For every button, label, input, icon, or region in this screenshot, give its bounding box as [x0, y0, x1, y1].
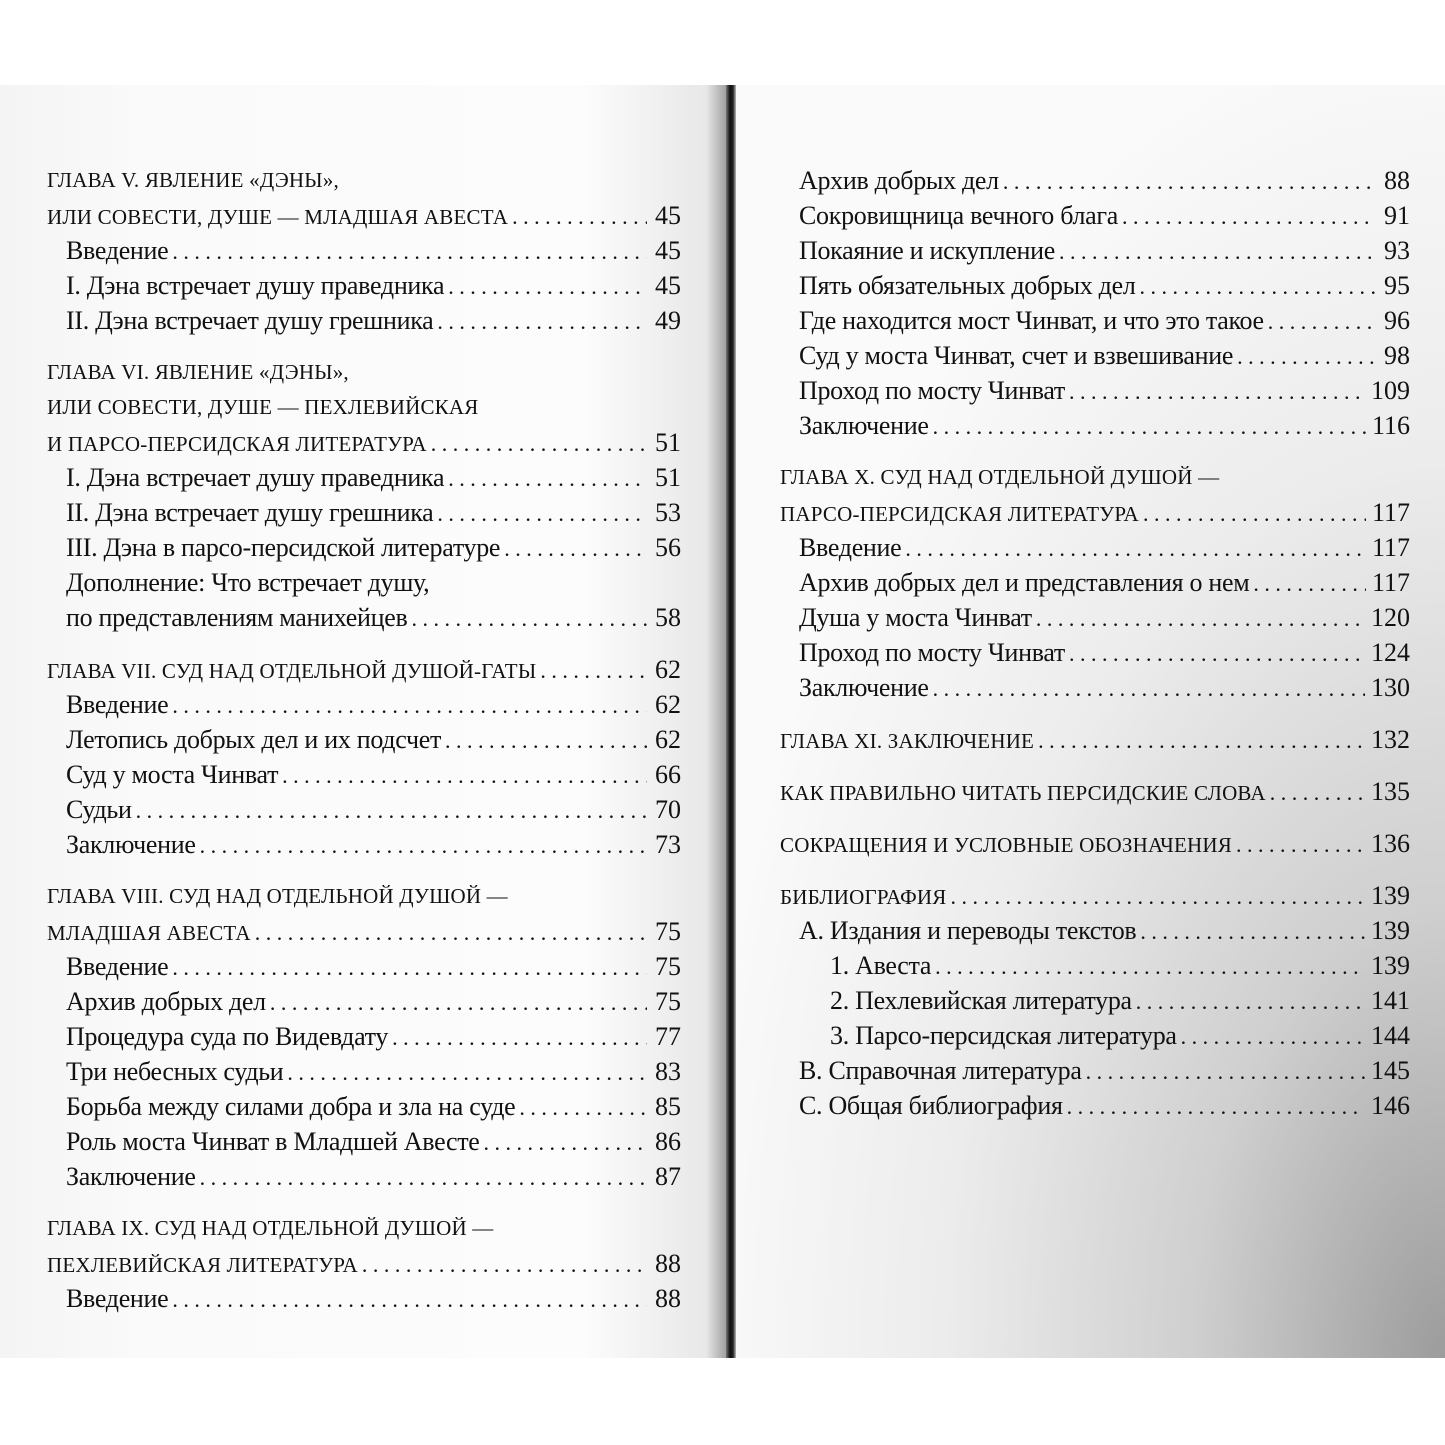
- dot-leader: [1143, 496, 1366, 531]
- toc-item: [780, 565, 1410, 600]
- toc-entry-title: Архив добрых дел и представления о нем: [799, 568, 1250, 597]
- toc-item: [47, 268, 681, 303]
- dot-leader: [172, 234, 647, 269]
- toc-item: [47, 530, 681, 565]
- toc-entry-title: ИЛИ СОВЕСТИ, ДУШЕ — МЛАДШАЯ АВЕСТА: [47, 205, 509, 229]
- toc-heading: [47, 1211, 681, 1246]
- toc-entry-title: ГЛАВА V. ЯВЛЕНИЕ «ДЭНЫ»,: [47, 168, 339, 192]
- toc-page-number: 70: [655, 795, 681, 824]
- toc-entry-title: ГЛАВА VI. ЯВЛЕНИЕ «ДЭНЫ»,: [47, 360, 349, 384]
- toc-item: [780, 600, 1410, 635]
- toc-item: [47, 757, 681, 792]
- toc-entry-title: I. Дэна встречает душу праведника: [66, 271, 445, 300]
- toc-entry-title: Суд у моста Чинват, счет и взвешивание: [799, 341, 1234, 370]
- toc-page-number: 117: [1371, 568, 1410, 597]
- toc-heading: [780, 878, 1410, 913]
- toc-item: [780, 408, 1410, 443]
- dot-leader: [512, 199, 647, 234]
- toc-heading: [47, 198, 681, 233]
- dot-leader: [1136, 984, 1365, 1019]
- toc-section: [47, 355, 681, 635]
- toc-section: [780, 460, 1410, 705]
- toc-entry-title: C. Общая библиография: [799, 1091, 1063, 1120]
- toc-page-number: 139: [1371, 951, 1410, 980]
- toc-item: [47, 1281, 681, 1316]
- toc-page-number: 124: [1371, 638, 1410, 667]
- toc-entry-title: 2. Пехлевийская литература: [830, 986, 1132, 1015]
- book-spine: [726, 85, 736, 1358]
- toc-entry-title: ГЛАВА X. СУД НАД ОТДЕЛЬНОЙ ДУШОЙ —: [780, 465, 1220, 489]
- toc-entry-title: ГЛАВА XI. ЗАКЛЮЧЕНИЕ: [780, 729, 1035, 753]
- dot-leader: [448, 269, 647, 304]
- dot-leader: [1140, 269, 1376, 304]
- toc-entry-title: Покаяние и искупление: [799, 236, 1056, 265]
- toc-page-number: 73: [655, 830, 681, 859]
- toc-item: [47, 600, 681, 635]
- dot-leader: [950, 879, 1365, 914]
- toc-page-number: 88: [1384, 166, 1410, 195]
- toc-item: [47, 984, 681, 1019]
- toc-entry-title: A. Издания и переводы текстов: [799, 916, 1137, 945]
- dot-leader: [136, 793, 647, 828]
- toc-subitem: [780, 983, 1410, 1018]
- dot-leader: [172, 950, 647, 985]
- toc-item: [47, 1054, 681, 1089]
- toc-section: [780, 774, 1410, 809]
- toc-entry-title: Введение: [66, 690, 169, 719]
- toc-item: [780, 373, 1410, 408]
- toc-item: [780, 913, 1410, 948]
- toc-entry-title: II. Дэна встречает душу грешника: [66, 498, 434, 527]
- toc-entry-title: Душа у моста Чинват: [799, 603, 1032, 632]
- dot-leader: [172, 688, 647, 723]
- toc-page-number: 91: [1384, 201, 1410, 230]
- toc-page-number: 132: [1371, 725, 1410, 754]
- toc-page-number: 88: [655, 1284, 681, 1313]
- toc-item: [47, 495, 681, 530]
- toc-page-number: 62: [655, 690, 681, 719]
- dot-leader: [1067, 1089, 1365, 1124]
- toc-item: [47, 233, 681, 268]
- toc-entry-title: Дополнение: Что встречает душу,: [66, 568, 430, 597]
- toc-entry-title: Заключение: [66, 1162, 196, 1191]
- toc-item: [47, 1089, 681, 1124]
- toc-entry-title: Архив добрых дел: [799, 166, 999, 195]
- toc-heading: [780, 826, 1410, 861]
- toc-section: [780, 722, 1410, 757]
- toc-entry-title: Судьи: [66, 795, 132, 824]
- toc-entry-title: БИБЛИОГРАФИЯ: [780, 885, 947, 909]
- toc-page-number: 93: [1384, 236, 1410, 265]
- toc-entry-title: Борьба между силами добра и зла на суде: [66, 1092, 516, 1121]
- toc-item: [780, 303, 1410, 338]
- toc-entry-title: Суд у моста Чинват: [66, 760, 279, 789]
- toc-heading: [47, 355, 681, 390]
- toc-item: [47, 949, 681, 984]
- toc-entry-title: КАК ПРАВИЛЬНО ЧИТАТЬ ПЕРСИДСКИЕ СЛОВА: [780, 781, 1266, 805]
- toc-page-number: 130: [1371, 673, 1410, 702]
- toc-item: [47, 687, 681, 722]
- toc-entry-title: 3. Парсо-персидская литература: [830, 1021, 1177, 1050]
- toc-page-number: 139: [1371, 881, 1410, 910]
- dot-leader: [392, 1020, 647, 1055]
- toc-entry-title: Заключение: [799, 411, 929, 440]
- dot-leader: [270, 985, 647, 1020]
- toc-entry-title: Процедура суда по Видевдату: [66, 1022, 389, 1051]
- toc-entry-title: Введение: [66, 236, 169, 265]
- dot-leader: [1086, 1054, 1365, 1089]
- toc-entry-title: МЛАДШАЯ АВЕСТА: [47, 921, 251, 945]
- toc-entry-title: И ПАРСО-ПЕРСИДСКАЯ ЛИТЕРАТУРА: [47, 432, 427, 456]
- toc-heading: [780, 495, 1410, 530]
- dot-leader: [255, 915, 647, 950]
- toc-page-number: 136: [1371, 829, 1410, 858]
- toc-page-number: 145: [1371, 1056, 1410, 1085]
- toc-entry-title: Где находится мост Чинват, и что это такое: [799, 306, 1264, 335]
- dot-leader: [411, 601, 647, 636]
- toc-item: [47, 827, 681, 862]
- toc-item: [47, 1124, 681, 1159]
- toc-page-number: 146: [1371, 1091, 1410, 1120]
- toc-page-number: 85: [655, 1092, 681, 1121]
- toc-page-number: 98: [1384, 341, 1410, 370]
- dot-leader: [1236, 827, 1365, 862]
- toc-page-number: 75: [655, 917, 681, 946]
- toc-entry-title: Архив добрых дел: [66, 987, 266, 1016]
- dot-leader: [540, 653, 647, 688]
- toc-page-number: 75: [655, 952, 681, 981]
- toc-page-number: 77: [655, 1022, 681, 1051]
- toc-item: [47, 565, 681, 600]
- toc-item: [47, 792, 681, 827]
- toc-entry-title: СОКРАЩЕНИЯ И УСЛОВНЫЕ ОБОЗНАЧЕНИЯ: [780, 833, 1232, 857]
- toc-heading: [47, 879, 681, 914]
- toc-page-number: 45: [655, 236, 681, 265]
- toc-page-number: 49: [655, 306, 681, 335]
- dot-leader: [1253, 566, 1366, 601]
- toc-entry-title: Введение: [66, 952, 169, 981]
- toc-heading: [780, 460, 1410, 495]
- toc-page-number: 62: [655, 725, 681, 754]
- dot-leader: [362, 1247, 647, 1282]
- toc-page-number: 45: [655, 201, 681, 230]
- dot-leader: [1003, 164, 1376, 199]
- toc-entry-title: ПАРСО-ПЕРСИДСКАЯ ЛИТЕРАТУРА: [780, 502, 1139, 526]
- dot-leader: [1038, 723, 1365, 758]
- toc-heading: [47, 1246, 681, 1281]
- dot-leader: [1069, 636, 1365, 671]
- toc-page-number: 51: [655, 428, 681, 457]
- toc-page-number: 109: [1371, 376, 1410, 405]
- toc-heading: [47, 390, 681, 425]
- toc-page-number: 144: [1371, 1021, 1410, 1050]
- toc-page-number: 53: [655, 498, 681, 527]
- dot-leader: [1237, 339, 1376, 374]
- toc-entry-title: 1. Авеста: [830, 951, 932, 980]
- toc-page-number: 95: [1384, 271, 1410, 300]
- dot-leader: [484, 1125, 648, 1160]
- dot-leader: [1268, 304, 1376, 339]
- toc-subitem: [780, 1018, 1410, 1053]
- right-page: [736, 85, 1445, 1358]
- toc-entry-title: Сокровищница вечного блага: [799, 201, 1118, 230]
- toc-page-number: 62: [655, 655, 681, 684]
- toc-page-number: 116: [1371, 411, 1410, 440]
- toc-entry-title: B. Справочная литература: [799, 1056, 1082, 1085]
- toc-item: [780, 530, 1410, 565]
- toc-item: [780, 163, 1410, 198]
- dot-leader: [282, 758, 647, 793]
- toc-entry-title: ГЛАВА VIII. СУД НАД ОТДЕЛЬНОЙ ДУШОЙ —: [47, 884, 508, 908]
- dot-leader: [172, 1282, 647, 1317]
- dot-leader: [1059, 234, 1376, 269]
- toc-item: [780, 1053, 1410, 1088]
- toc-entry-title: ГЛАВА VII. СУД НАД ОТДЕЛЬНОЙ ДУШОЙ-ГАТЫ: [47, 659, 537, 683]
- dot-leader: [1069, 374, 1365, 409]
- dot-leader: [933, 671, 1365, 706]
- toc-page-number: 96: [1384, 306, 1410, 335]
- dot-leader: [287, 1055, 647, 1090]
- dot-leader: [200, 1160, 647, 1195]
- toc-entry-title: Летопись добрых дел и их подсчет: [66, 725, 442, 754]
- toc-page-number: 45: [655, 271, 681, 300]
- toc-page-number: 88: [655, 1249, 681, 1278]
- toc-page-number: 75: [655, 987, 681, 1016]
- toc-heading: [47, 163, 681, 198]
- toc-item: [47, 303, 681, 338]
- toc-entry-title: III. Дэна в парсо-персидской литературе: [66, 533, 501, 562]
- toc-section: [780, 163, 1410, 443]
- toc-entry-title: Проход по мосту Чинват: [799, 638, 1065, 667]
- toc-section: [47, 879, 681, 1194]
- toc-item: [47, 1019, 681, 1054]
- toc-page-number: 139: [1371, 916, 1410, 945]
- dot-leader: [935, 949, 1365, 984]
- toc-entry-title: Три небесных судьи: [66, 1057, 284, 1086]
- toc-item: [47, 460, 681, 495]
- toc-section: [47, 652, 681, 862]
- toc-entry-title: Пять обязательных добрых дел: [799, 271, 1136, 300]
- toc-entry-title: Заключение: [799, 673, 929, 702]
- dot-leader: [445, 723, 647, 758]
- toc-heading: [780, 722, 1410, 757]
- dot-leader: [1140, 914, 1365, 949]
- toc-entry-title: I. Дэна встречает душу праведника: [66, 463, 445, 492]
- left-page: [0, 85, 728, 1358]
- toc-page-number: 66: [655, 760, 681, 789]
- dot-leader: [933, 409, 1366, 444]
- toc-section: [47, 163, 681, 338]
- toc-item: [47, 722, 681, 757]
- toc-page-number: 120: [1371, 603, 1410, 632]
- toc-section: [780, 826, 1410, 861]
- toc-page-number: 117: [1371, 498, 1410, 527]
- toc-page-number: 117: [1371, 533, 1410, 562]
- toc-item: [780, 198, 1410, 233]
- dot-leader: [1181, 1019, 1365, 1054]
- toc-section: [780, 878, 1410, 1123]
- toc-subitem: [780, 948, 1410, 983]
- dot-leader: [448, 461, 647, 496]
- toc-entry-title: по представлениям манихейцев: [66, 603, 408, 632]
- dot-leader: [905, 531, 1366, 566]
- toc-entry-title: Введение: [799, 533, 902, 562]
- toc-item: [47, 1159, 681, 1194]
- toc-item: [780, 635, 1410, 670]
- dot-leader: [437, 304, 647, 339]
- toc-entry-title: Проход по мосту Чинват: [799, 376, 1065, 405]
- toc-page-number: 83: [655, 1057, 681, 1086]
- toc-entry-title: Заключение: [66, 830, 196, 859]
- toc-entry-title: Введение: [66, 1284, 169, 1313]
- dot-leader: [437, 496, 647, 531]
- toc-entry-title: ИЛИ СОВЕСТИ, ДУШЕ — ПЕХЛЕВИЙСКАЯ: [47, 395, 479, 419]
- toc-entry-title: Роль моста Чинват в Младшей Авесте: [66, 1127, 480, 1156]
- dot-leader: [200, 828, 647, 863]
- toc-item: [780, 1088, 1410, 1123]
- toc-page-number: 56: [655, 533, 681, 562]
- toc-entry-title: II. Дэна встречает душу грешника: [66, 306, 434, 335]
- toc-heading: [780, 774, 1410, 809]
- toc-entry-title: ПЕХЛЕВИЙСКАЯ ЛИТЕРАТУРА: [47, 1253, 358, 1277]
- toc-entry-title: ГЛАВА IX. СУД НАД ОТДЕЛЬНОЙ ДУШОЙ —: [47, 1216, 494, 1240]
- dot-leader: [431, 426, 647, 461]
- toc-page-number: 58: [655, 603, 681, 632]
- toc-item: [780, 338, 1410, 373]
- dot-leader: [1270, 775, 1365, 810]
- toc-heading: [47, 425, 681, 460]
- dot-leader: [1122, 199, 1376, 234]
- toc-page-number: 86: [655, 1127, 681, 1156]
- toc-section: [47, 1211, 681, 1316]
- toc-item: [780, 268, 1410, 303]
- toc-page-number: 87: [655, 1162, 681, 1191]
- toc-page-number: 51: [655, 463, 681, 492]
- toc-page-number: 135: [1371, 777, 1410, 806]
- toc-page-number: 141: [1371, 986, 1410, 1015]
- toc-heading: [47, 652, 681, 687]
- dot-leader: [504, 531, 647, 566]
- toc-item: [780, 233, 1410, 268]
- dot-leader: [519, 1090, 647, 1125]
- toc-heading: [47, 914, 681, 949]
- dot-leader: [1036, 601, 1365, 636]
- toc-item: [780, 670, 1410, 705]
